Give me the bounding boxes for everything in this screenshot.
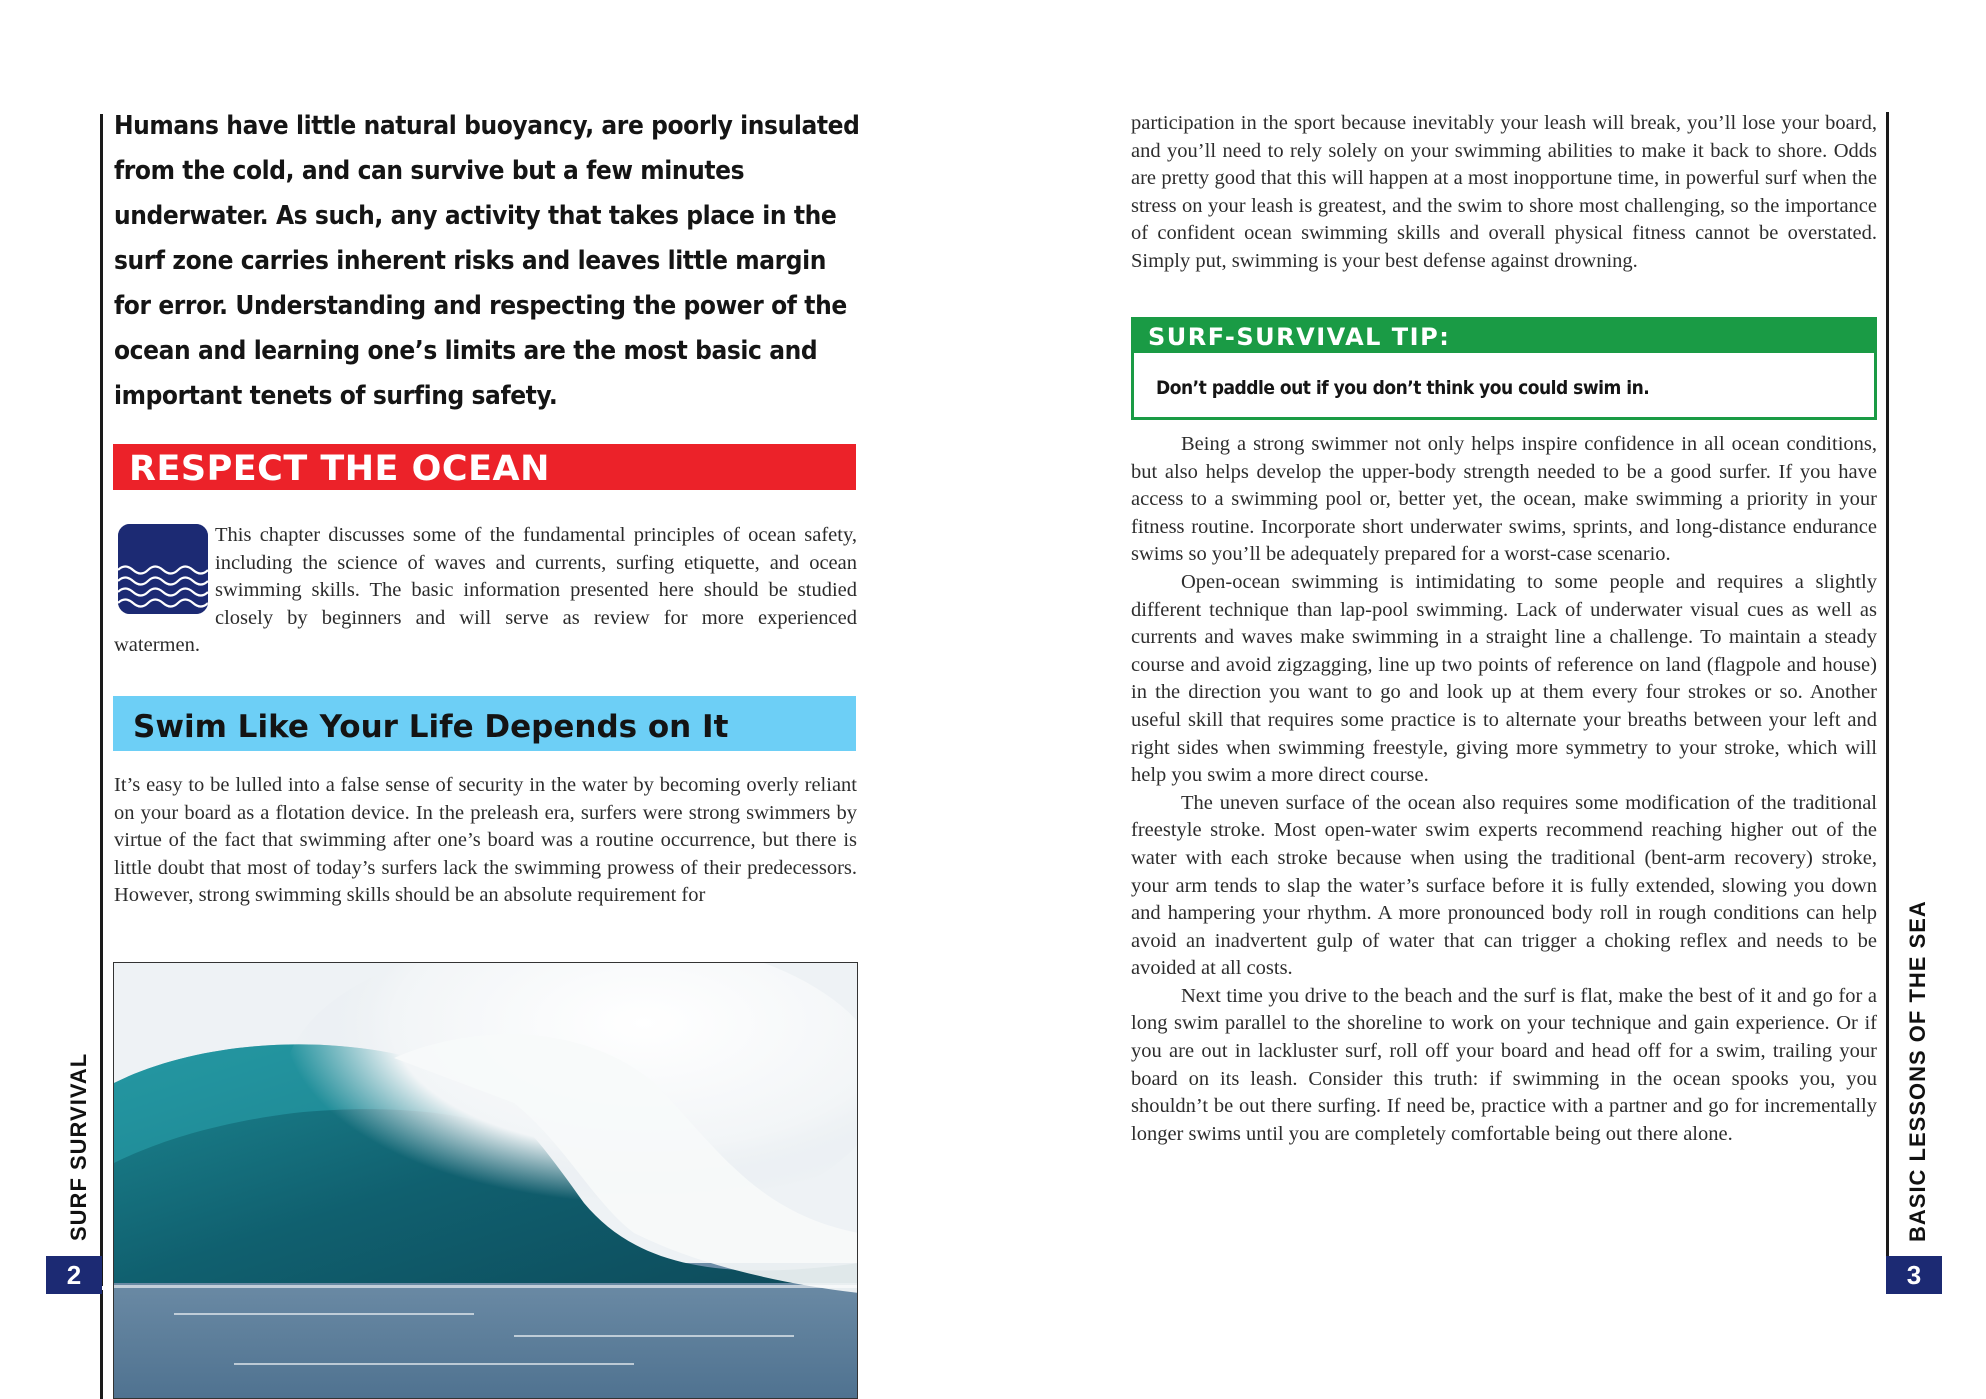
running-head-right: BASIC LESSONS OF THE SEA <box>1905 900 1930 1242</box>
right-page-body <box>1131 431 1877 1148</box>
running-head-left: SURF SURVIVAL <box>66 1052 91 1241</box>
chapter-intro <box>114 522 857 660</box>
breaking-wave-photo <box>113 962 858 1399</box>
page-number-left: 2 <box>46 1256 102 1294</box>
left-page-rule <box>100 114 103 1286</box>
body-paragraph: The uneven surface of the ocean also requires some modification of the traditional freestyle stroke. Most open-water swim experts recommend reaching higher out of the water with each stroke because when using the traditional (bent-arm recovery) stroke, your arm tends to slap the water’s surface before it is fully extended, slowing you down and hampering your rhythm. A more pronounced body roll in rough conditions can help avoid an inadvertent gulp of water that can trigger a choking reflex and needs to be avoided at all costs. <box>1131 791 1877 980</box>
tip-heading: SURF-SURVIVAL TIP: <box>1134 320 1874 353</box>
body-paragraph: Open-ocean swimming is intimidating to some people and requires a slightly different technique than lap-pool swimming. Lack of underwater visual cues as well as currents and waves make swimming in a straight line a challenge. To maintain a steady course and avoid zigzagging, line up two points of reference on land (flagpole and house) in the direction you want to go and look up at them every four strokes or so. Another useful skill that requires some practice is to alternate your breaths between your left and right sides when swimming freestyle, giving more symmetry to your stroke, which will help you swim a more direct course. <box>1131 570 1877 787</box>
section-heading-respect-the-ocean: RESPECT THE OCEAN <box>113 444 856 490</box>
left-page-rule-bottom <box>100 1290 103 1399</box>
page-number-right: 3 <box>1886 1256 1942 1294</box>
surf-survival-tip-box <box>1131 317 1877 420</box>
tip-text: Don’t paddle out if you don’t think you could swim in. <box>1156 377 1650 399</box>
subsection-heading-swim: Swim Like Your Life Depends on It <box>113 696 856 751</box>
intro-paragraph: Humans have little natural buoyancy, are poorly insulated from the cold, and can survive but a few minutes underwater. As such, any activity that takes place in the surf zone carries inherent risks and leaves little margin for error. Understanding and respecting the power of the ocean and learning one’s limits are the most basic and important tenets of surfing safety. <box>114 111 860 411</box>
chapter-intro-text: This chapter discusses some of the fundamental principles of ocean safety, including the science of waves and currents, surfing etiquette, and ocean swimming skills. The basic information presented here should be studied closely by beginners and will serve as review for more experienced watermen. <box>114 524 857 657</box>
body-paragraph: Being a strong swimmer not only helps inspire confidence in all ocean conditions, but also helps develop the upper-body strength needed to be a good surfer. If you have access to a swimming pool or, better yet, the ocean, make swimming a priority in your fitness routine. Incorporate short underwater swims, sprints, and long-distance endurance swims so you’ll be adequately prepared for a worst-case scenario. <box>1131 433 1877 566</box>
right-page-rule <box>1886 112 1889 1287</box>
continued-paragraph: participation in the sport because inevitably your leash will break, you’ll lose your board, and you’ll need to rely solely on your swimming abilities to make it back to shore. Odds are pretty good that this will happen at a most inopportune time, in powerful surf when the stress on your leash is greatest, and the swim to shore most challenging, so the importance of confident ocean swimming skills and overall physical fitness cannot be overstated. Simply put, swimming is your best defense against drowning. <box>1131 112 1877 272</box>
body-paragraph-left: It’s easy to be lulled into a false sense of security in the water by becoming overly reliant on your board as a flotation device. In the preleash era, surfers were strong swimmers by virtue of the fact that swimming after one’s board was a routine occurrence, but there is little doubt that most of today’s surfers lack the swimming prowess of their predecessors. However, strong swimming skills should be an absolute requirement for <box>114 774 857 907</box>
body-paragraph: Next time you drive to the beach and the surf is flat, make the best of it and go for a long swim parallel to the shoreline to work on your technique and gain experience. Or if you are out in lackluster surf, roll off your board and head off for a swim, trailing your board on its leash. Consider this truth: if swimming in the ocean spooks you, you shouldn’t be out there surfing. If need be, practice with a partner and go for incrementally longer swims until you are completely comfortable being out there alone. <box>1131 984 1877 1145</box>
